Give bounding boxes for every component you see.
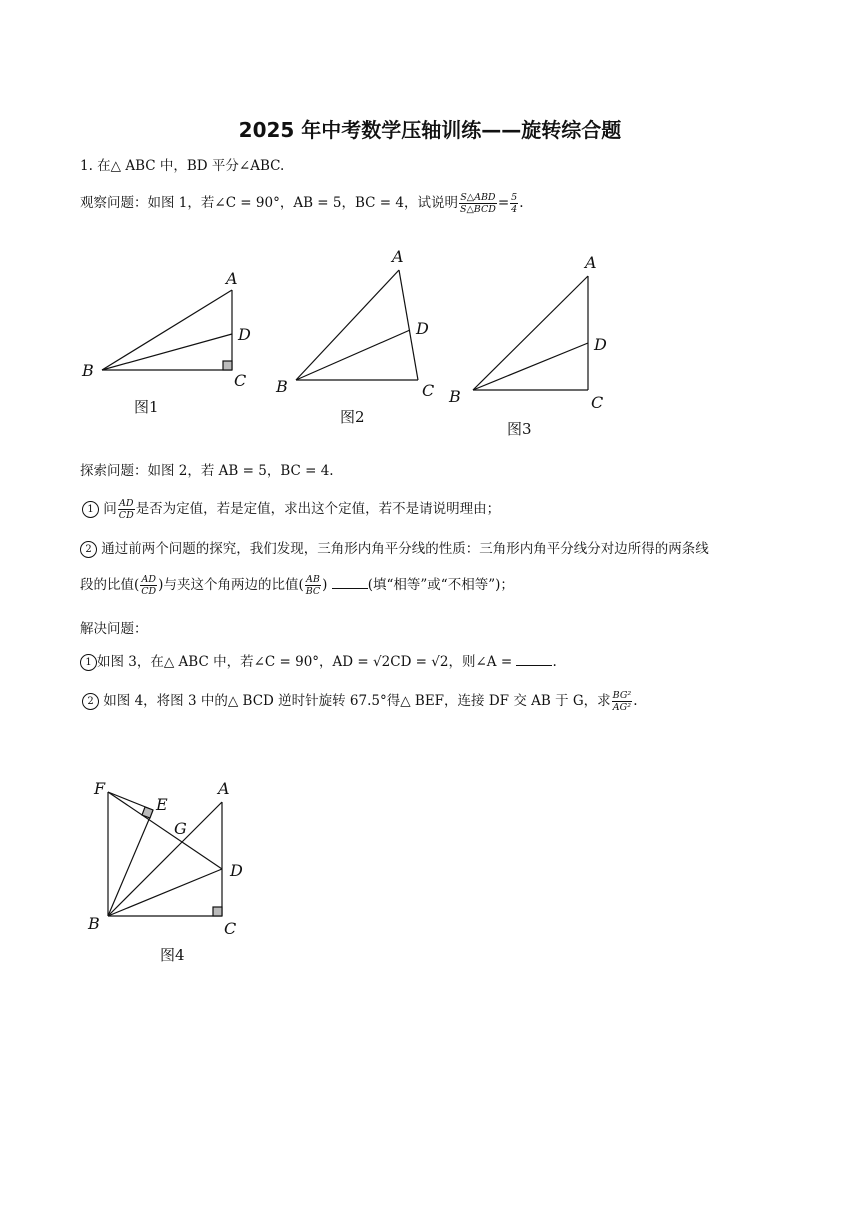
solve2-text: 如图 4，将图 3 中的△ BCD 逆时针旋转 67.5°得△ BEF，连接 DF 交 AB 于 G，求: [103, 693, 611, 709]
frac-den: AG²: [612, 702, 632, 713]
solve1-text-c: ，则∠A =: [448, 654, 517, 670]
frac-num: BG²: [612, 690, 632, 701]
label-d: D: [416, 319, 429, 338]
explore-question-2-line2: [80, 574, 514, 597]
explore-question-2-line1: [80, 538, 709, 560]
page-title: 2025 年中考数学压轴训练——旋转综合题: [238, 118, 622, 142]
circled-number: 2: [82, 693, 99, 710]
figure-caption: 图3: [507, 420, 532, 438]
explore2-mid2: ): [322, 577, 328, 593]
label-c: C: [234, 371, 247, 390]
explore2-mid: )与夹这个角两边的比值(: [158, 577, 304, 593]
solve-intro: 解决问题：: [80, 621, 148, 637]
figure-caption: 图2: [340, 408, 365, 426]
bg-ag-fraction: [612, 690, 633, 713]
label-d: D: [238, 325, 251, 344]
circled-number: 2: [80, 541, 97, 558]
sqrt-two: √2: [431, 654, 449, 670]
right-angle-mark-c: [213, 907, 222, 916]
label-c: C: [224, 919, 237, 938]
label-g: G: [174, 819, 187, 838]
solve-question-1: [80, 651, 557, 673]
label-c: C: [591, 393, 604, 412]
q1-observe: [80, 192, 524, 215]
explore-question-1: [82, 498, 500, 521]
sqrt-two: √2: [373, 654, 391, 670]
figure-caption: 图4: [160, 946, 185, 964]
equals-sign: =: [497, 195, 510, 211]
label-a: A: [218, 779, 230, 798]
frac-num: AD: [141, 574, 156, 585]
q1-intro: 1. 在△ ABC 中，BD 平分∠ABC.: [80, 158, 285, 174]
explore2-end: (填“相等”或“不相等”)；: [367, 577, 514, 593]
period: .: [552, 654, 557, 670]
label-f: F: [94, 779, 106, 798]
ad-cd-fraction: [118, 498, 135, 521]
explore2-prefix: 段的比值(: [80, 577, 140, 593]
frac-num: AD: [119, 498, 134, 509]
segment-bd: [102, 334, 232, 370]
segment-ba: [296, 270, 399, 380]
label-a: A: [392, 247, 404, 266]
label-a: A: [226, 269, 238, 288]
frac-den: 4: [511, 204, 518, 215]
answer-blank[interactable]: [332, 576, 368, 589]
solve1-text-b: CD =: [390, 654, 432, 670]
label-a: A: [585, 253, 597, 272]
period: .: [519, 195, 524, 211]
segment-bd: [473, 343, 588, 390]
frac-den: BC: [305, 586, 321, 597]
frac-den: S△BCD: [459, 204, 496, 215]
circled-number: 1: [82, 501, 99, 518]
segment-bd: [296, 330, 410, 380]
frac-den: CD: [141, 586, 157, 597]
label-b: B: [88, 914, 100, 933]
ab-bc-fraction: [305, 574, 321, 597]
solve-question-2: [82, 690, 638, 713]
ad-cd-fraction: [140, 574, 157, 597]
frac-num: S△ABD: [460, 192, 496, 203]
right-angle-mark: [223, 361, 232, 370]
frac-num: 5: [511, 192, 518, 203]
label-b: B: [449, 387, 461, 406]
label-b: B: [276, 377, 288, 396]
label-c: C: [422, 381, 435, 400]
segment-ba: [102, 290, 232, 370]
explore2-line1: 通过前两个问题的探究，我们发现，三角形内角平分线的性质：三角形内角平分线分对边所得的两条线: [101, 541, 709, 557]
figure-3: [445, 246, 625, 446]
label-d: D: [594, 335, 607, 354]
label-b: B: [82, 361, 94, 380]
figure-caption: 图1: [134, 398, 159, 416]
figure-2: [272, 246, 452, 436]
period: .: [633, 693, 638, 709]
figure-1: [80, 262, 260, 422]
segment-ba: [473, 276, 588, 390]
observe-prefix: 观察问题：如图 1，若∠C = 90°，AB = 5，BC = 4，试说明: [80, 195, 458, 211]
solve1-text-a: 如图 3，在△ ABC 中，若∠C = 90°，AD =: [97, 654, 374, 670]
answer-blank[interactable]: [516, 653, 552, 666]
segment-ba: [108, 802, 222, 916]
label-d: D: [230, 861, 243, 880]
explore-intro: 探索问题：如图 2，若 AB = 5，BC = 4.: [80, 463, 334, 479]
explore1-prefix: 问: [103, 501, 117, 517]
frac-num: AB: [306, 574, 320, 585]
explore1-text: 是否为定值，若是定值，求出这个定值，若不是请说明理由；: [135, 501, 501, 517]
figure-4: [80, 772, 280, 972]
value-fraction: [510, 192, 518, 215]
area-ratio-fraction: [459, 192, 497, 215]
circled-number: 1: [80, 654, 97, 671]
label-e: E: [156, 795, 168, 814]
frac-den: CD: [118, 510, 134, 521]
